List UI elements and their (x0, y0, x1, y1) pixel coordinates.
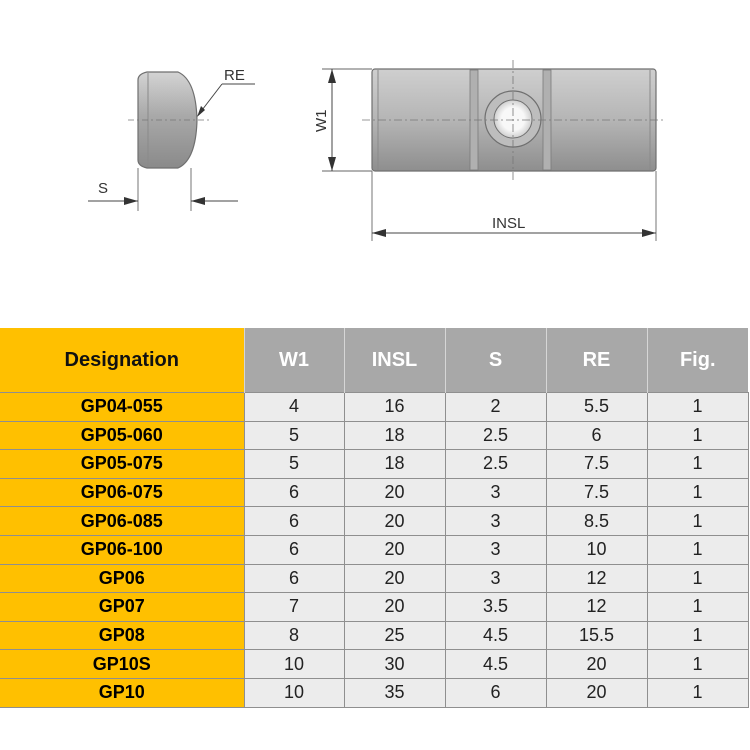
s-label: S (98, 180, 109, 197)
w1-arrow-top (328, 69, 336, 83)
designation-cell: GP06-075 (0, 478, 244, 507)
re-cell: 5.5 (546, 393, 647, 422)
w1-cell: 6 (244, 564, 344, 593)
w1-label: W1 (313, 109, 330, 132)
w1-cell: 5 (244, 421, 344, 450)
designation-cell: GP06 (0, 564, 244, 593)
s-cell: 3 (445, 478, 546, 507)
s-arrow-right (191, 197, 205, 205)
fig-cell: 1 (647, 621, 748, 650)
table-header (0, 328, 748, 393)
table-row (0, 650, 748, 679)
designation-cell: GP07 (0, 593, 244, 622)
fig-cell: 1 (647, 535, 748, 564)
table-row (0, 564, 748, 593)
s-cell: 3 (445, 535, 546, 564)
re-cell: 6 (546, 421, 647, 450)
s-cell: 3 (445, 507, 546, 536)
table-body (0, 393, 748, 708)
table-row (0, 393, 748, 422)
insl-cell: 20 (344, 478, 445, 507)
table-row (0, 478, 748, 507)
table-row (0, 421, 748, 450)
insl-arrow-left (372, 229, 386, 237)
side-view (88, 67, 255, 211)
fig-cell: 1 (647, 450, 748, 479)
w1-arrow-bottom (328, 157, 336, 171)
w1-cell: 8 (244, 621, 344, 650)
designation-cell: GP10S (0, 650, 244, 679)
fig-cell: 1 (647, 564, 748, 593)
table-row (0, 507, 748, 536)
designation-cell: GP05-075 (0, 450, 244, 479)
designation-cell: GP08 (0, 621, 244, 650)
re-cell: 7.5 (546, 450, 647, 479)
re-cell: 15.5 (546, 621, 647, 650)
w1-cell: 5 (244, 450, 344, 479)
w1-cell: 6 (244, 535, 344, 564)
w1-cell: 7 (244, 593, 344, 622)
fig-cell: 1 (647, 678, 748, 707)
header-s: S (445, 328, 546, 393)
s-cell: 2.5 (445, 421, 546, 450)
re-cell: 12 (546, 593, 647, 622)
insl-cell: 20 (344, 535, 445, 564)
table-row (0, 450, 748, 479)
header-designation: Designation (0, 328, 244, 393)
fig-cell: 1 (647, 421, 748, 450)
re-cell: 20 (546, 678, 647, 707)
insl-cell: 20 (344, 507, 445, 536)
designation-cell: GP06-085 (0, 507, 244, 536)
s-cell: 2 (445, 393, 546, 422)
s-arrow-left (124, 197, 138, 205)
table-row (0, 593, 748, 622)
table-row (0, 678, 748, 707)
table-row (0, 621, 748, 650)
fig-cell: 1 (647, 507, 748, 536)
re-cell: 8.5 (546, 507, 647, 536)
fig-cell: 1 (647, 478, 748, 507)
w1-cell: 10 (244, 650, 344, 679)
table-header-row (0, 328, 748, 393)
top-view (313, 60, 666, 241)
designation-cell: GP10 (0, 678, 244, 707)
re-cell: 12 (546, 564, 647, 593)
designation-cell: GP05-060 (0, 421, 244, 450)
s-cell: 2.5 (445, 450, 546, 479)
insl-cell: 35 (344, 678, 445, 707)
w1-cell: 10 (244, 678, 344, 707)
designation-cell: GP04-055 (0, 393, 244, 422)
re-cell: 20 (546, 650, 647, 679)
w1-cell: 6 (244, 478, 344, 507)
insl-arrow-right (642, 229, 656, 237)
specification-table (0, 328, 749, 708)
s-cell: 4.5 (445, 621, 546, 650)
s-cell: 3.5 (445, 593, 546, 622)
insl-cell: 30 (344, 650, 445, 679)
header-insl: INSL (344, 328, 445, 393)
fig-cell: 1 (647, 393, 748, 422)
technical-drawing (0, 0, 750, 320)
insl-cell: 16 (344, 393, 445, 422)
designation-cell: GP06-100 (0, 535, 244, 564)
insl-cell: 25 (344, 621, 445, 650)
s-cell: 4.5 (445, 650, 546, 679)
insl-cell: 18 (344, 450, 445, 479)
insl-cell: 18 (344, 421, 445, 450)
table-row (0, 535, 748, 564)
header-re: RE (546, 328, 647, 393)
re-cell: 7.5 (546, 478, 647, 507)
s-cell: 6 (445, 678, 546, 707)
w1-cell: 4 (244, 393, 344, 422)
insl-label: INSL (492, 215, 526, 232)
fig-cell: 1 (647, 650, 748, 679)
header-fig: Fig. (647, 328, 748, 393)
s-cell: 3 (445, 564, 546, 593)
re-cell: 10 (546, 535, 647, 564)
fig-cell: 1 (647, 593, 748, 622)
header-w1: W1 (244, 328, 344, 393)
insl-cell: 20 (344, 593, 445, 622)
re-label: RE (224, 67, 245, 84)
w1-cell: 6 (244, 507, 344, 536)
insl-cell: 20 (344, 564, 445, 593)
